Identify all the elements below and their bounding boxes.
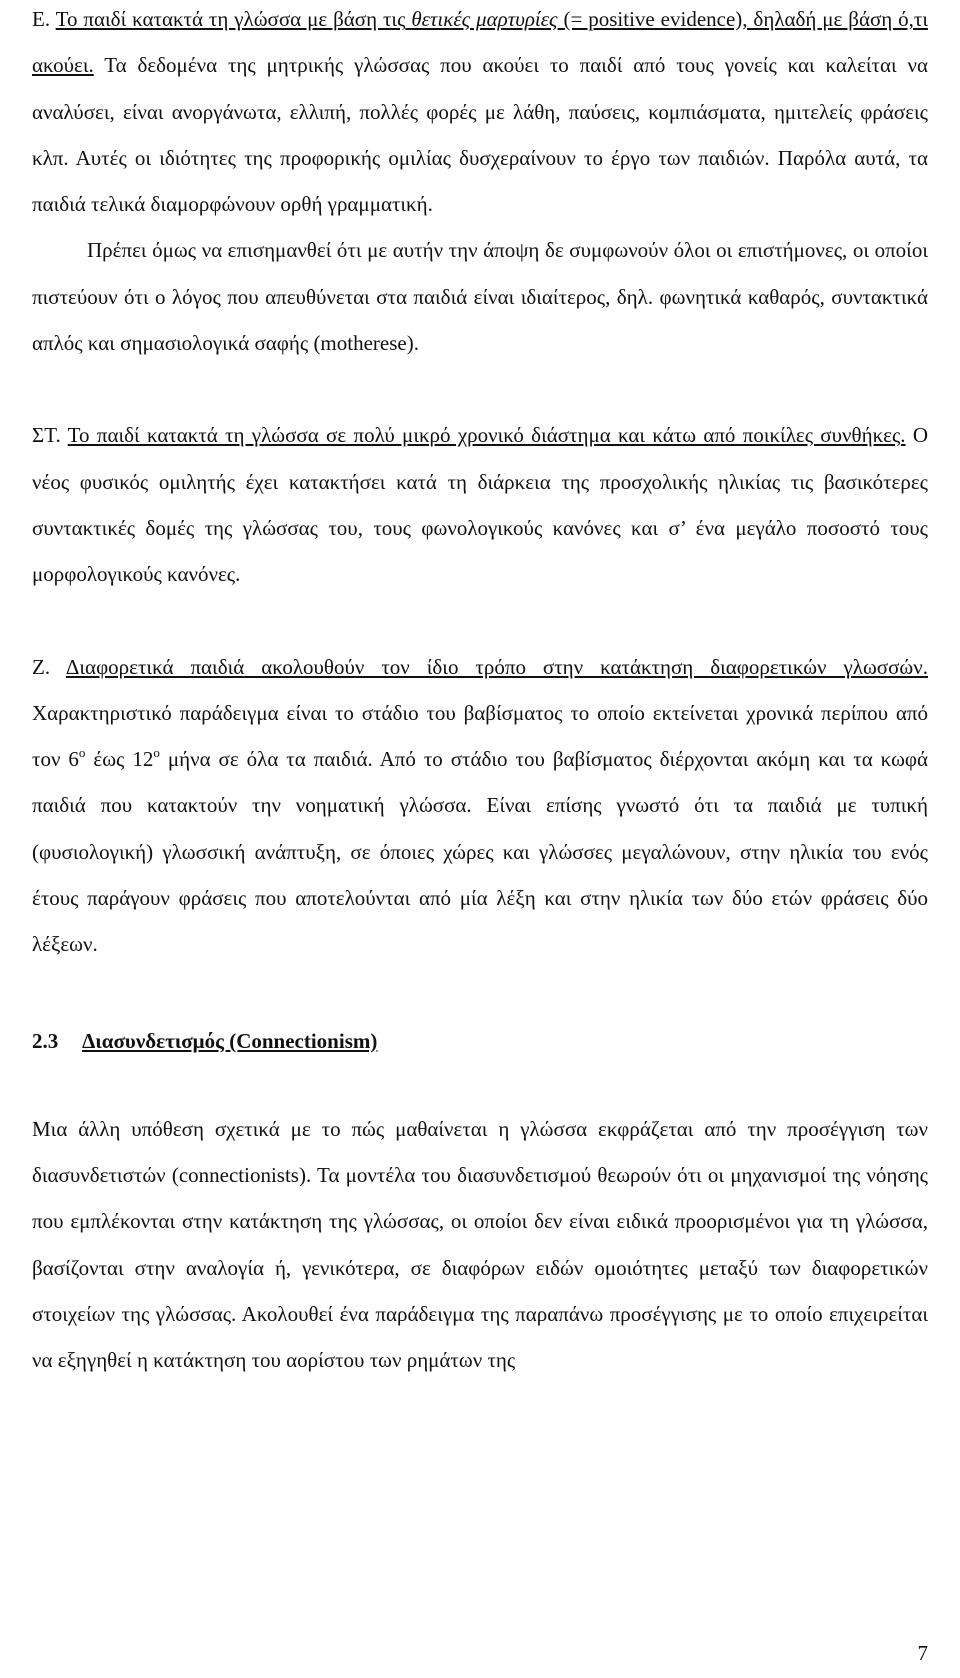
section-heading-2-3 xyxy=(32,1018,928,1064)
section-st-marker: ΣΤ. xyxy=(32,423,61,448)
section-e-heading-italic: θετικές μαρτυρίες xyxy=(411,7,558,31)
section-z-body-end: μήνα σε όλα τα παιδιά. Από το στάδιο του βαβίσματος διέρχονται ακόμη και τα κωφά παιδιά που κατακτούν την νοηματική γλώσσα. Είναι επίσης γνωστό ότι τα παιδιά με τυπική (φυσιολογική) γλωσσική ανάπτυξη, σε όποιες χώρες και γλώσσες μεγαλώνουν, στην ηλικία του ενός έτους παράγουν φράσεις που αποτελούνται από μία λέξη και στην ηλικία των δύο ετών φράσεις δύο λέξεων. xyxy=(32,747,929,957)
section-e-paragraph xyxy=(32,0,928,227)
section-e-marker: Ε. xyxy=(32,7,51,31)
section-e-heading-start: Το παιδί κατακτά τη γλώσσα με βάση τις xyxy=(55,7,406,31)
document-page xyxy=(32,0,928,1383)
section-e-heading-end: (= positive evidence), δηλαδή με βάση ό,τι ακούει. xyxy=(32,7,929,78)
section-2-3-paragraph: Μια άλλη υπόθεση σχετικά με το πώς μαθαίνεται η γλώσσα εκφράζεται από την προσέγγιση των διασυνδετιστών (connectionists). Τα μοντέλα του διασυνδετισμού θεωρούν ότι οι μηχανισμοί της νόησης που εμπλέκονται στην κατάκτηση της γλώσσας, οι οποίοι δεν είναι ειδικά προορισμένοι για τη γλώσσα, βασίζονται στην αναλογία ή, γενικότερα, σε διαφόρων ειδών ομοιότητες μεταξύ των διαφορετικών στοιχείων της γλώσσας. Ακολουθεί ένα παράδειγμα της παραπάνω προσέγγισης με το οποίο επιχειρείται να εξηγηθεί η κατάκτηση του αορίστου των ρημάτων της xyxy=(32,1116,928,1373)
section-number: 2.3 xyxy=(32,1028,59,1053)
section-z-body-middle: έως 12 xyxy=(93,747,154,772)
ordinal-superscript-2: ο xyxy=(153,745,160,761)
section-st-paragraph xyxy=(32,412,928,597)
section-z-paragraph xyxy=(32,644,928,968)
section-z-body-start: Χαρακτηριστικό παράδειγμα είναι το στάδιο του βαβίσματος το οποίο εκτείνεται χρονικά περίπου από τον 6 xyxy=(32,700,928,772)
section-e-paragraph-2: Πρέπει όμως να επισημανθεί ότι με αυτήν την άποψη δε συμφωνούν όλοι οι επιστήμονες, οι οποίοι πιστεύουν ότι ο λόγος που απευθύνεται στα παιδιά είναι ιδιαίτερος, δηλ. φωνητικά καθαρός, συντακτικά απλός και σημασιολογικά σαφής (motherese). xyxy=(32,238,928,356)
section-z-heading: Διαφορετικά παιδιά ακολουθούν τον ίδιο τρόπο στην κατάκτηση διαφορετικών γλωσσών. xyxy=(65,654,928,679)
section-title: Διασυνδετισμός (Connectionism) xyxy=(82,1028,378,1053)
section-st-body: Ο νέος φυσικός ομιλητής έχει κατακτήσει κατά τη διάρκεια της προσχολικής ηλικίας τις βασικότερες συντακτικές δομές της γλώσσας του, τους φωνολογικούς κανόνες και σ’ ένα μεγάλο ποσοστό τους μορφολογικούς κανόνες. xyxy=(32,423,929,587)
page-number: 7 xyxy=(917,1641,928,1665)
section-z-marker: Ζ. xyxy=(32,654,51,679)
ordinal-superscript-1: ο xyxy=(78,745,86,761)
section-st-heading: Το παιδί κατακτά τη γλώσσα σε πολύ μικρό χρονικό διάστημα και κάτω από ποικίλες συνθήκες. xyxy=(67,423,906,448)
section-e-body: Τα δεδομένα της μητρικής γλώσσας που ακούει το παιδί από τους γονείς και καλείται να αναλύσει, είναι ανοργάνωτα, ελλιπή, πολλές φορές με λάθη, παύσεις, κομπιάσματα, ημιτελείς φράσεις κλπ. Αυτές οι ιδιότητες της προφορικής ομιλίας δυσχεραίνουν το έργο των παιδιών. Παρόλα αυτά, τα παιδιά τελικά διαμορφώνουν ορθή γραμματική. xyxy=(32,53,928,217)
